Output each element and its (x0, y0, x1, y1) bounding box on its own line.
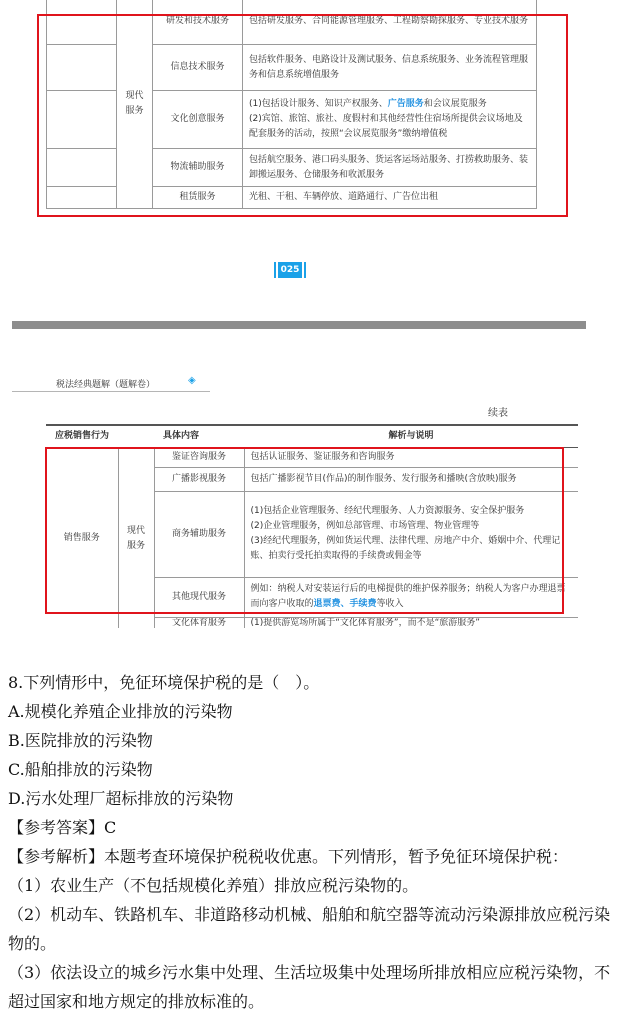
service-item: 其他现代服务 (154, 577, 244, 617)
red-highlight-box (37, 14, 568, 217)
desc-text: (2)宾馆、旅馆、旅社、度假村和其他经营性住宿场所提供会议场地及配套服务的活动，按照“会议展览服务”缴纳增值税 (249, 114, 523, 139)
running-head-rule (12, 391, 210, 392)
analysis-point: （2）机动车、铁路机车、非道路移动机械、船舶和航空器等流动污染源排放应税污染物的。 (8, 905, 611, 953)
cut-text: 文化体育服务 (172, 617, 227, 628)
highlight-text: 广告服务 (387, 99, 424, 109)
category-label: 销售服务 (46, 447, 118, 630)
question-stem: 8.下列情形中，免征环境保护税的是（ ）。 (8, 673, 320, 692)
group-label: 现代服务 (118, 447, 154, 630)
desc-text: (1)包括设计服务、知识产权服务、 (249, 99, 388, 109)
analysis-intro: 【参考解析】本题考查环境保护税税收优惠。下列情形，暂予免征环境保护税： (8, 847, 569, 866)
option-b: B.医院排放的污染物 (8, 731, 153, 750)
analysis-point: （1）农业生产（不包括规模化养殖）排放应税污染物的。 (8, 876, 419, 895)
red-highlight-box (45, 447, 564, 614)
answer: 【参考答案】C (8, 818, 117, 837)
service-desc: 光租、干租、车辆停放、道路通行、广告位出租 (243, 187, 537, 209)
service-desc: 包括航空服务、港口码头服务、货运客运场站服务、打捞救助服务、装卸搬运服务、仓储服务和收派服务 (243, 149, 537, 187)
highlight-text: 退票费、手续费 (313, 599, 377, 609)
page1-fragment (0, 0, 630, 240)
service-item: 租赁服务 (153, 187, 243, 209)
page-divider (12, 321, 586, 329)
service-item: 物流辅助服务 (153, 149, 243, 187)
option-c: C.船舶排放的污染物 (8, 760, 153, 779)
header-cell: 具体内容 (118, 425, 244, 447)
service-desc: 包括广播影视节目(作品)的制作服务、发行服务和播映(含放映)服务 (244, 467, 578, 491)
service-item: 文化创意服务 (153, 91, 243, 149)
header-cell: 解析与说明 (244, 425, 578, 447)
analysis-point: （3）依法设立的城乡污水集中处理、生活垃圾集中处理场所排放相应应税污染物，不超过国家和地方规定的排放标准的。 (8, 963, 611, 1011)
cut-text: (1)提供游览场所属于“文化体育服务”，而不是“旅游服务” (250, 617, 480, 628)
page-number: 025 (278, 262, 302, 278)
desc-text: 等收入 (376, 599, 404, 609)
continued-label: 续表 (488, 408, 508, 419)
desc-line: (3)经纪代理服务，例如货运代理、法律代理、房地产中介、婚姻中介、代理记账、拍卖行受托拍卖取得的手续费或佣金等 (250, 536, 561, 561)
service-item: 广播影视服务 (154, 467, 244, 491)
question-section (8, 668, 622, 1014)
header-cell: 应税销售行为 (46, 425, 118, 447)
diamond-icon: ◈ (188, 375, 196, 386)
option-a: A.规模化养殖企业排放的污染物 (8, 702, 233, 721)
service-desc: 包括研发服务、合同能源管理服务、工程勘察勘探服务、专业技术服务 (243, 0, 537, 45)
service-item: 信息技术服务 (153, 45, 243, 91)
running-head: 税法经典题解（题解卷） (56, 380, 156, 390)
desc-line: (2)企业管理服务，例如总部管理、市场管理、物业管理等 (250, 521, 480, 531)
option-d: D.污水处理厂超标排放的污染物 (8, 789, 234, 808)
desc-text: 和会议展览服务 (423, 99, 487, 109)
desc-text: 例如：纳税人对安装运行后的电梯提供的维护保养服务；纳税人为客户办理退票而向客户收取的 (250, 584, 566, 609)
service-item: 研发和技术服务 (153, 0, 243, 45)
group-label: 现代服务 (117, 0, 153, 209)
service-desc: 包括软件服务、电路设计及测试服务、信息系统服务、业务流程管理服务和信息系统增值服务 (243, 45, 537, 91)
service-item: 鉴证咨询服务 (154, 447, 244, 467)
page-cut-mask (0, 628, 630, 668)
desc-line: (1)包括企业管理服务、经纪代理服务、人力资源服务、安全保护服务 (250, 506, 525, 516)
service-desc: 包括认证服务、鉴证服务和咨询服务 (244, 447, 578, 467)
service-item: 商务辅助服务 (154, 491, 244, 577)
